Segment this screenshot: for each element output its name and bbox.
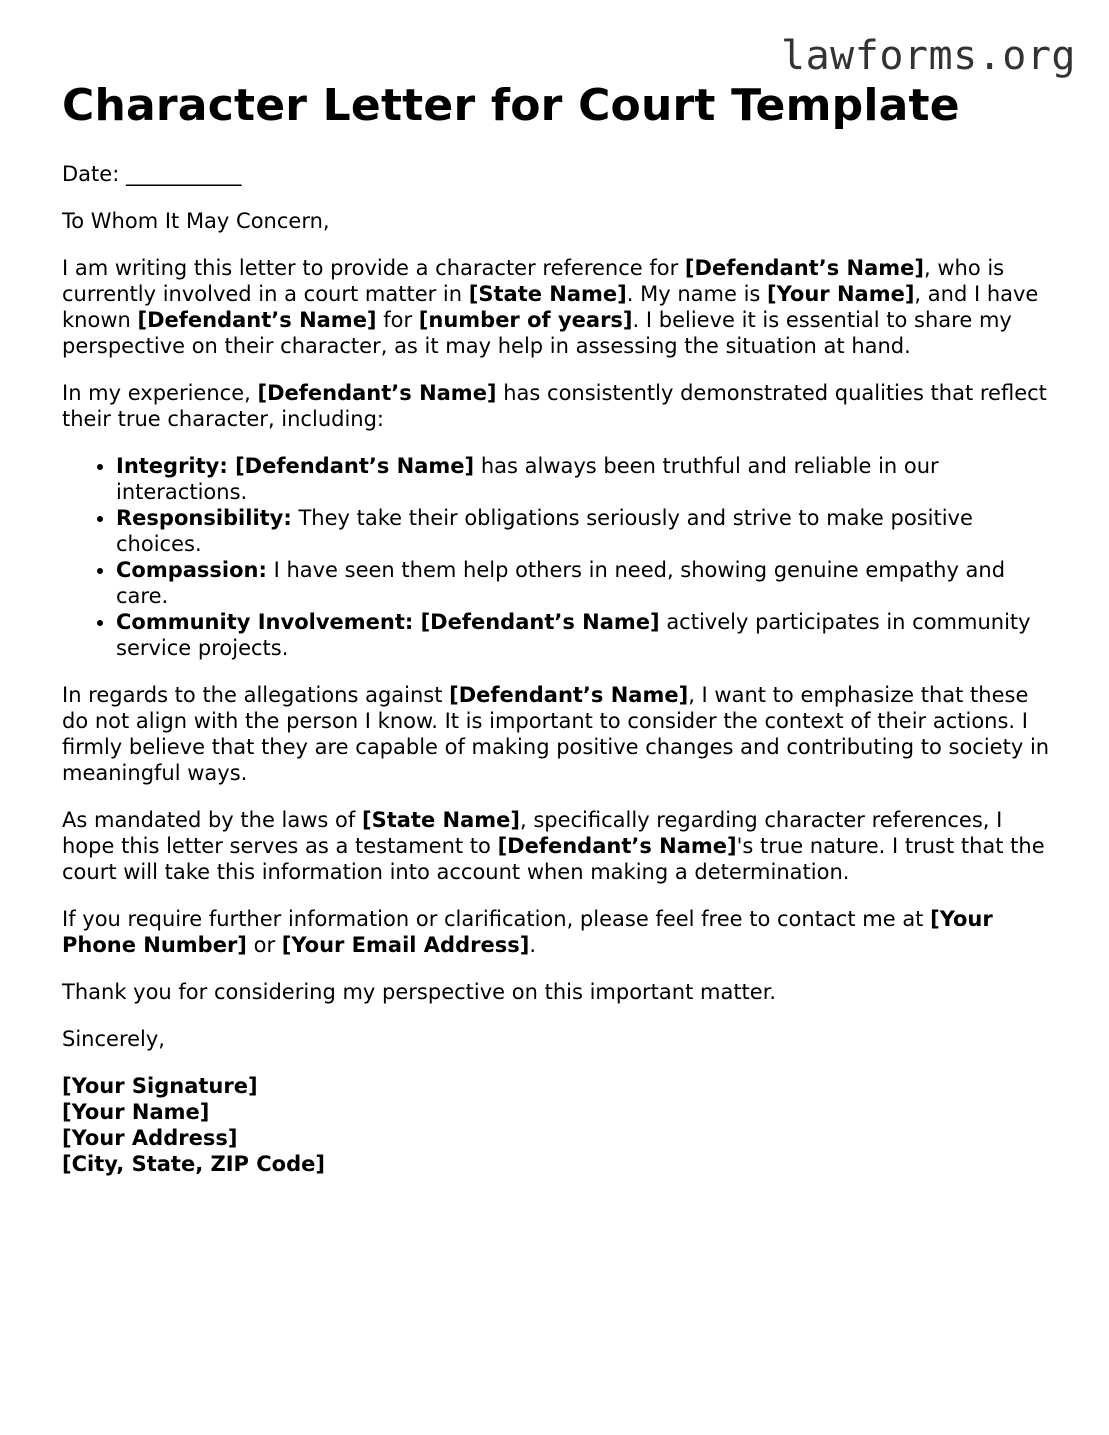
letter-document bbox=[62, 80, 1052, 1177]
placeholder-defendant-name: [Defendant’s Name] bbox=[684, 256, 924, 280]
intro-text-5: for bbox=[376, 308, 419, 332]
list-item bbox=[116, 557, 1052, 609]
experience-text-2: has consistently demonstrated qualities that reflect their true character, including: bbox=[62, 381, 1047, 431]
placeholder-signature: [Your Signature] bbox=[62, 1074, 258, 1098]
intro-paragraph bbox=[62, 255, 1052, 359]
qualities-list bbox=[62, 453, 1052, 661]
experience-text-1: In my experience, bbox=[62, 381, 258, 405]
date-line bbox=[62, 161, 1052, 187]
watermark: lawforms.org bbox=[781, 33, 1076, 79]
quality-label: Responsibility: bbox=[116, 506, 292, 530]
placeholder-defendant-name: [Defendant’s Name] bbox=[449, 683, 689, 707]
placeholder-address: [Your Address] bbox=[62, 1126, 238, 1150]
placeholder-email-address: [Your Email Address] bbox=[281, 933, 530, 957]
placeholder-your-name: [Your Name] bbox=[767, 282, 915, 306]
placeholder-phone-number: [Your Phone Number] bbox=[62, 907, 993, 957]
intro-text-4: , and I have known bbox=[62, 282, 1039, 332]
quality-text: They take their obligations seriously and strive to make positive choices. bbox=[116, 506, 973, 556]
quality-label: Community Involvement: bbox=[116, 610, 421, 634]
mandate-text-3: 's true nature. I trust that the court will take this information into account when making a determination. bbox=[62, 834, 1045, 884]
quality-text: I have seen them help others in need, showing genuine empathy and care. bbox=[116, 558, 1006, 608]
mandate-text-2: , specifically regarding character references, I hope this letter serves as a testament to bbox=[62, 808, 1003, 858]
experience-paragraph bbox=[62, 380, 1052, 432]
placeholder-defendant-name: [Defendant’s Name] bbox=[420, 610, 660, 634]
contact-text-1: If you require further information or clarification, please feel free to contact me at bbox=[62, 907, 931, 931]
placeholder-defendant-name: [Defendant’s Name] bbox=[257, 381, 497, 405]
quality-text: actively participates in community service projects. bbox=[116, 610, 1031, 660]
placeholder-number-of-years: [number of years] bbox=[418, 308, 633, 332]
placeholder-city-state-zip: [City, State, ZIP Code] bbox=[62, 1152, 325, 1176]
quality-text: has always been truthful and reliable in our interactions. bbox=[116, 454, 939, 504]
quality-label: Compassion: bbox=[116, 558, 267, 582]
date-blank: ___________ bbox=[125, 162, 242, 186]
allegations-text-1: In regards to the allegations against bbox=[62, 683, 450, 707]
list-item bbox=[116, 609, 1052, 661]
placeholder-state-name: [State Name] bbox=[361, 808, 520, 832]
allegations-paragraph bbox=[62, 682, 1052, 786]
thanks-paragraph: Thank you for considering my perspective on this important matter. bbox=[62, 980, 777, 1004]
salutation: To Whom It May Concern, bbox=[62, 209, 330, 233]
intro-text-1: I am writing this letter to provide a character reference for bbox=[62, 256, 685, 280]
list-item bbox=[116, 453, 1052, 505]
placeholder-your-name: [Your Name] bbox=[62, 1100, 210, 1124]
page-title: Character Letter for Court Template bbox=[62, 80, 960, 131]
quality-label: Integrity: bbox=[116, 454, 236, 478]
contact-text-3: . bbox=[529, 933, 536, 957]
list-item bbox=[116, 505, 1052, 557]
placeholder-defendant-name: [Defendant’s Name] bbox=[497, 834, 737, 858]
mandate-text-1: As mandated by the laws of bbox=[62, 808, 362, 832]
intro-text-3: . My name is bbox=[626, 282, 768, 306]
mandate-paragraph bbox=[62, 807, 1052, 885]
intro-text-6: . I believe it is essential to share my perspective on their character, as it may help in assessing the situation at hand. bbox=[62, 308, 1012, 358]
contact-paragraph bbox=[62, 906, 1052, 958]
placeholder-state-name: [State Name] bbox=[468, 282, 627, 306]
contact-text-2: or bbox=[246, 933, 282, 957]
date-label: Date: bbox=[62, 162, 120, 186]
allegations-text-2: , I want to emphasize that these do not align with the person I know. It is important to consider the context of their actions. I firmly believe that they are capable of making positive changes and contributing to society in meaningful ways. bbox=[62, 683, 1050, 785]
intro-text-2: , who is currently involved in a court matter in bbox=[62, 256, 1005, 306]
placeholder-defendant-name: [Defendant’s Name] bbox=[235, 454, 475, 478]
closing: Sincerely, bbox=[62, 1027, 165, 1051]
placeholder-defendant-name: [Defendant’s Name] bbox=[137, 308, 377, 332]
signature-block bbox=[62, 1073, 1052, 1177]
